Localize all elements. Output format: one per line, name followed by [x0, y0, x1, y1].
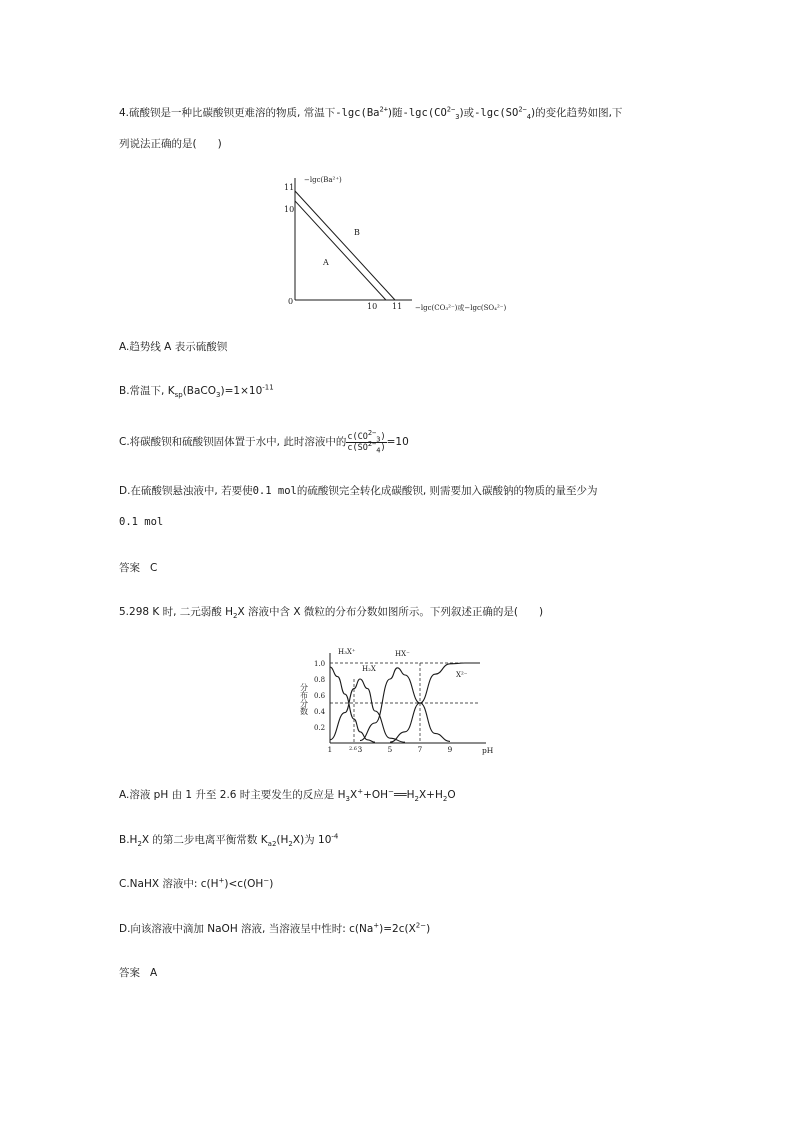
q5-curve-2 [360, 668, 450, 742]
q4-line-a-label: A [323, 258, 329, 267]
q4-option-c: C.将碳酸钡和硫酸钡固体置于水中, 此时溶液中的 $\frac{c(CO^{2-}_3)}{c(SO^{2-}_4)}$ =10 [119, 428, 409, 455]
q5-label-hx: HX⁻ [395, 650, 410, 658]
q5-chart [290, 643, 510, 758]
q5-x-tick: 5 [387, 745, 393, 754]
q4-option-d-line1: D.在硫酸钡悬浊液中, 若要使0.1 mol的硫酸钡完全转化成碳酸钡, 则需要加入碳酸钠的物质的量至少为 [119, 485, 598, 497]
q5-x-axis-label: pH [482, 746, 494, 755]
q5-number: 5. [119, 606, 130, 618]
q4-option-a: A.趋势线 A 表示硫酸钡 [119, 341, 228, 353]
q5-x-tick: 7 [417, 745, 423, 754]
q5-y-tick: 1.0 [314, 660, 326, 668]
q4-stem-line1: 4.硫酸钡是一种比碳酸钡更难溶的物质, 常温下$-\lg c(Ba^{2+})$随$-\lg c(CO^{2-}_3)$或$-\lg c(SO^{2-}_4)$的变化趋势如图,下 [119, 105, 623, 122]
q4-chart [276, 170, 516, 320]
q5-stem: 5.298 K 时, 二元弱酸 $H_2X$ 溶液中含 X 微粒的分布分数如图所示。下列叙述正确的是( ) [119, 606, 544, 621]
q4-option-c-fraction: $\frac{c(CO^{2-}_3)}{c(SO^{2-}_4)}$ [347, 428, 386, 455]
q5-option-c: C.NaHX 溶液中: c(H+)<c(OH−) [119, 876, 274, 890]
q5-y-tick: 0.8 [314, 676, 326, 684]
q4-x-tick-10: 10 [367, 302, 378, 311]
q4-x-axis-label: −lgc(CO₃²⁻)或−lgc(SO₄²⁻) [415, 304, 507, 312]
q5-y-tick: 0.2 [314, 724, 326, 732]
q4-series-line-b [295, 191, 395, 300]
q4-option-d-line2: 0.1 mol [119, 516, 164, 528]
q4-answer-value: C [150, 562, 158, 574]
q5-label-h2x: H₂X [362, 665, 376, 673]
q5-label-x: X²⁻ [456, 671, 468, 679]
q5-option-d: D.向该溶液中滴加 NaOH 溶液, 当溶液呈中性时: $c(Na^+)=2c(X^{2-})$ [119, 921, 431, 935]
q5-reaction-arrow: ══ [393, 789, 407, 801]
q5-x-tick: 3 [357, 745, 363, 754]
q5-y-axis-label: 分布分数 [299, 683, 309, 715]
q4-origin-label: 0 [288, 297, 294, 306]
q4-series-line-a [295, 201, 386, 300]
q4-y-tick-10: 10 [284, 205, 295, 214]
q4-line-b-label: B [354, 228, 360, 237]
q4-x-tick-11: 11 [392, 302, 403, 311]
q4-option-b: B.常温下, $K_{sp}(BaCO_3)=1\times 10^{-11}$ [119, 383, 274, 400]
q5-x-tick: 2.6 [349, 746, 357, 752]
q4-y-tick-11: 11 [284, 183, 295, 192]
q4-y-axis-label: −lgc(Ba²⁺) [304, 176, 342, 184]
q4-number: 4. [119, 107, 130, 119]
q4-answer: 答案 C [119, 562, 158, 574]
q5-x-tick: 1 [327, 745, 333, 754]
q5-label-h3x: H₃X⁺ [338, 648, 356, 656]
q5-x-tick: 9 [447, 745, 453, 754]
q4-stem-line2: 列说法正确的是( ) [119, 138, 222, 150]
q5-y-tick: 0.6 [314, 692, 326, 700]
q5-answer-value: A [150, 967, 158, 979]
q5-answer: 答案 A [119, 967, 158, 979]
q5-option-a: A.溶液 pH 由 1 升至 2.6 时主要发生的反应是 $H_3X^++OH^-══H_2X+H_2O$ [119, 787, 456, 804]
q5-y-tick: 0.4 [314, 708, 326, 716]
q5-option-b: $B.H_2X$ 的第二步电离平衡常数 $K_{a2}(H_2X)$为 $10^{-4}$ [119, 832, 339, 849]
